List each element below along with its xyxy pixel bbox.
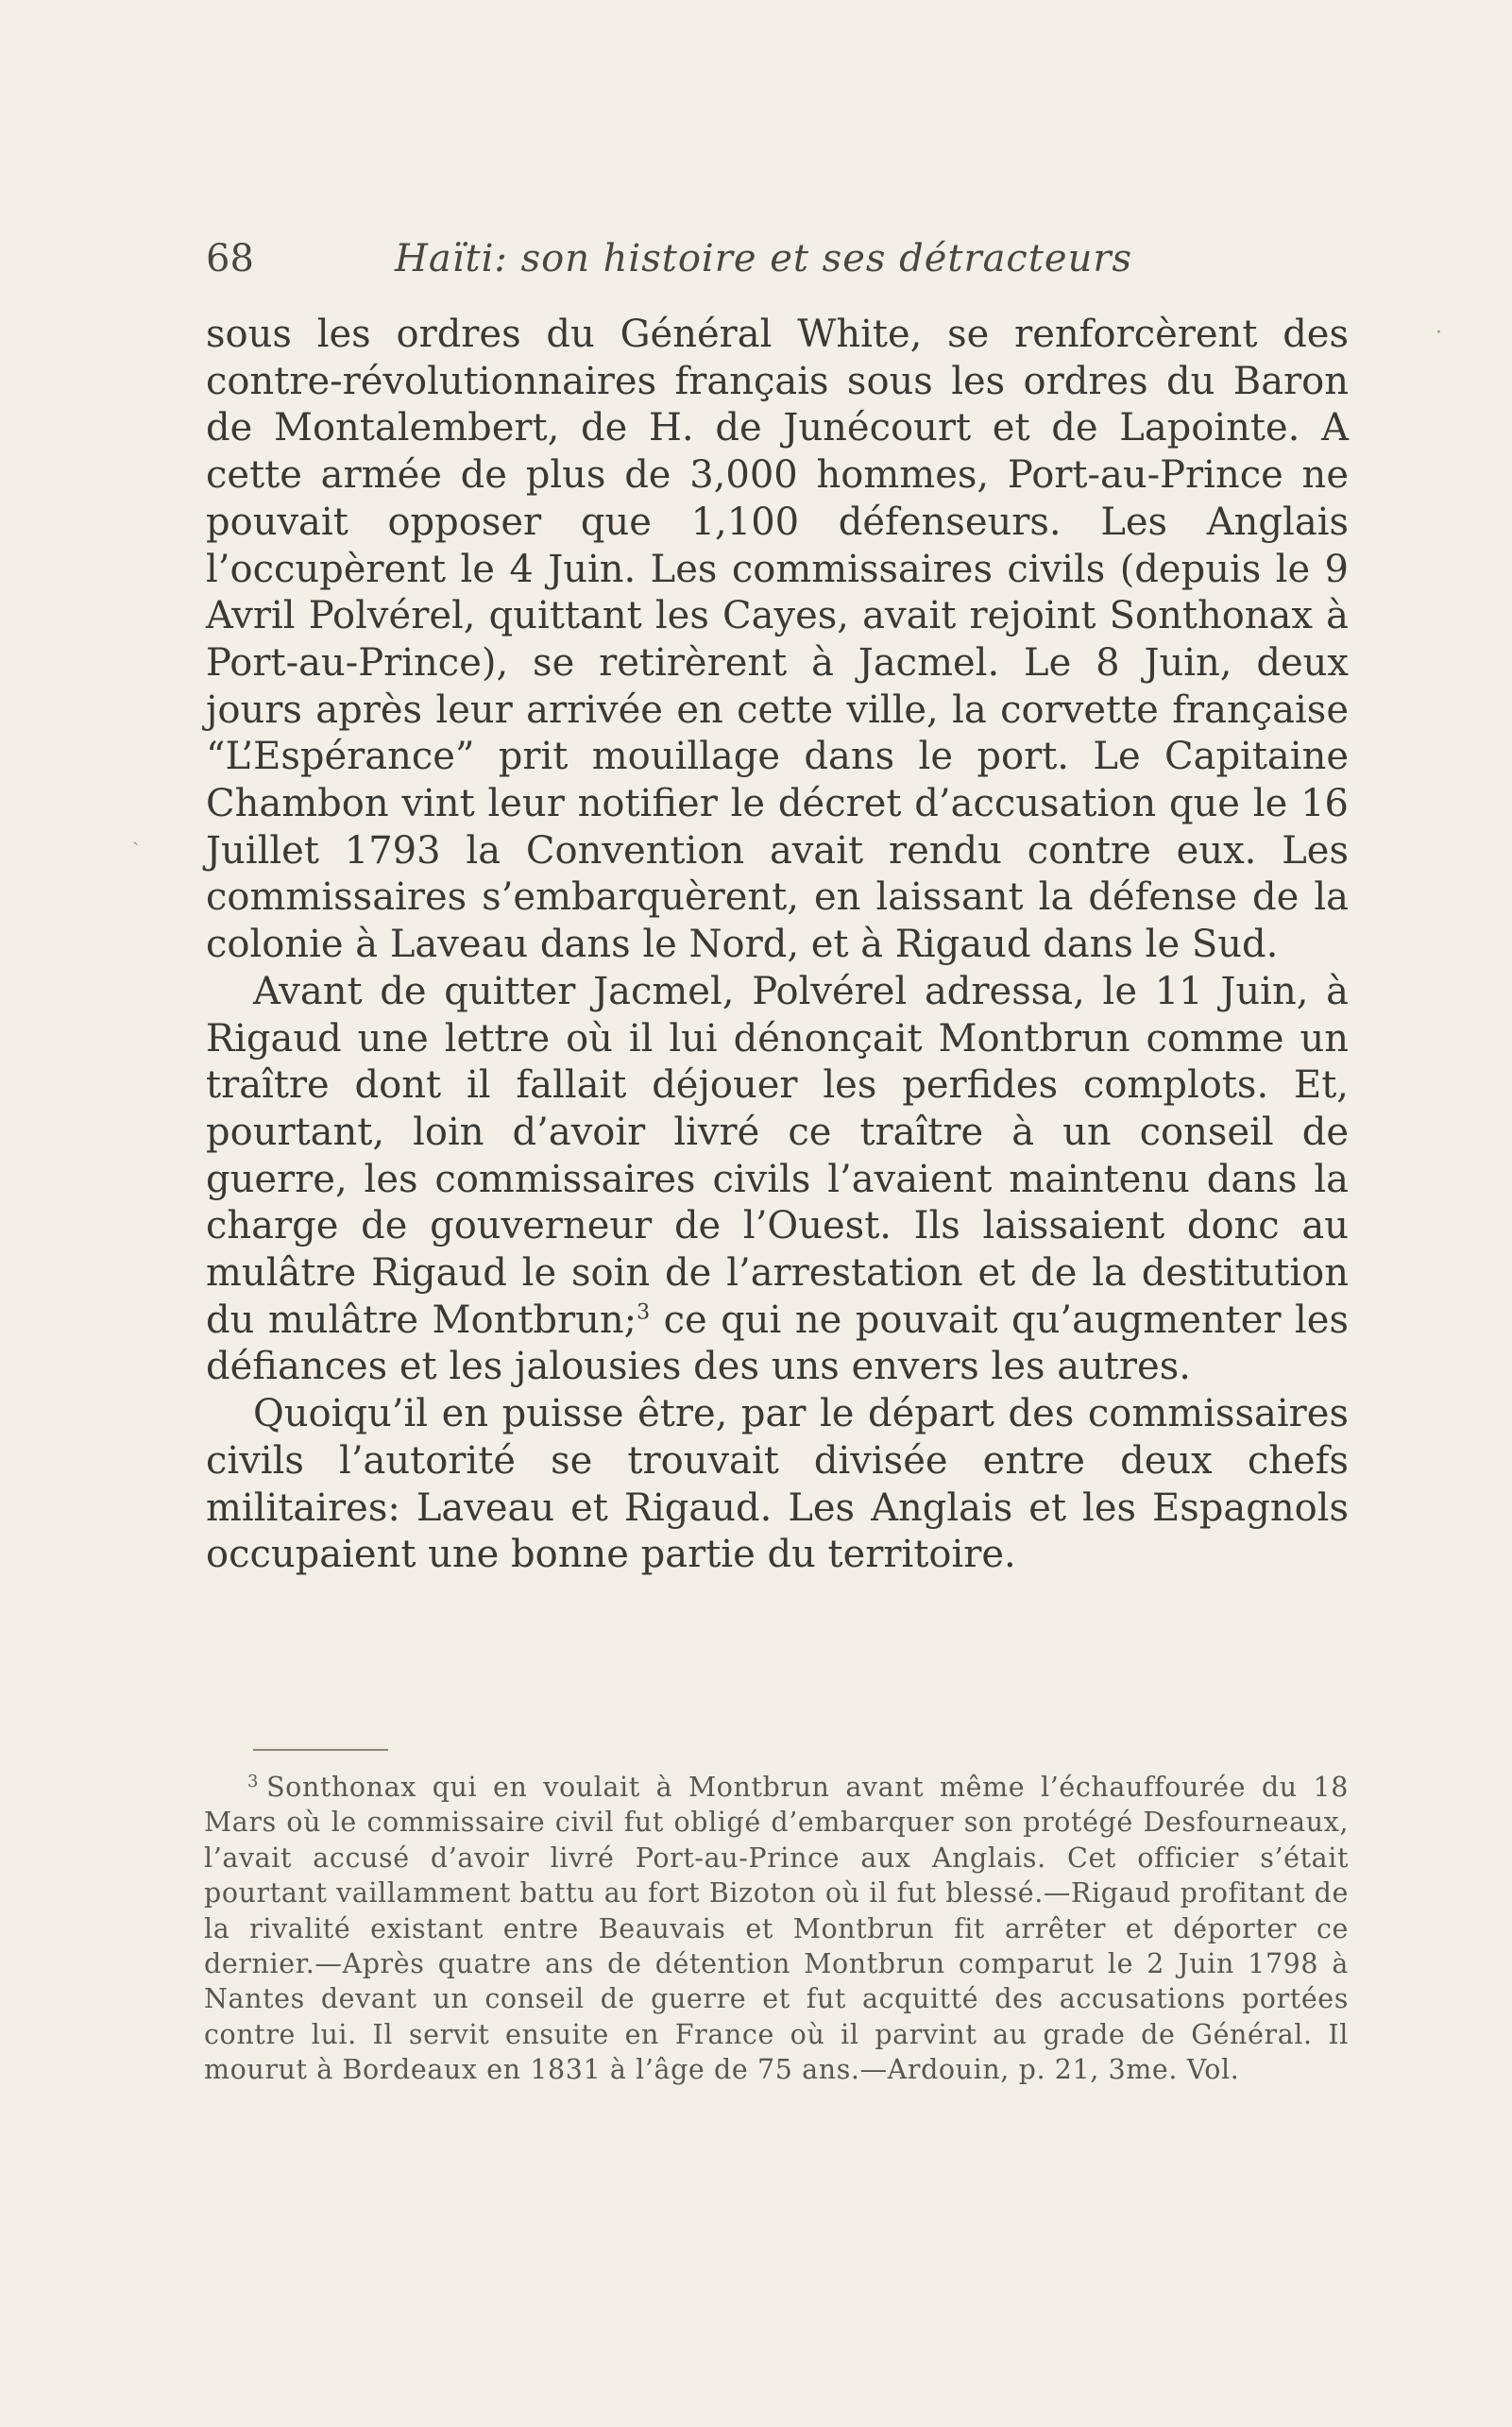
footnote <box>204 1770 1349 2088</box>
margin-dot-mark: · <box>1436 321 1442 345</box>
page-number: 68 <box>206 237 254 280</box>
footnote-reference[interactable]: 3 <box>637 1300 651 1325</box>
body-text <box>206 312 1349 1579</box>
page-header <box>206 230 1349 287</box>
paragraph-2-text-after: ce qui ne pouvait qu’augmenter les défiances et les jalousies des uns envers les autres. <box>206 1298 1349 1389</box>
paragraph-2 <box>206 969 1349 1391</box>
margin-tick-mark: ˎ <box>132 823 140 846</box>
paragraph-3: Quoiqu’il en puisse être, par le départ des commissaires civils l’autorité se trouvait divisée entre deux chefs militaires: Laveau et Rigaud. Les Anglais et les Espagnols occupaient une bonne partie du territoire. <box>206 1392 1349 1577</box>
footnote-number: 3 <box>247 1771 260 1791</box>
running-title: Haïti: son histoire et ses détracteurs <box>395 237 1132 280</box>
paragraph-2-text: Avant de quitter Jacmel, Polvérel adressa, le 11 Juin, à Rigaud une lettre où il lui dénonçait Montbrun comme un traître dont il fallait déjouer les perfides complots. Et, pourtant, loin d’avoir livré ce traître à un conseil de guerre, les commissaires civils l’avaient maintenu dans la charge de gouverneur de l’Ouest. Ils laissaient donc au mulâtre Rigaud le soin de l’arrestation et de la destitution du mulâtre Montbrun; <box>206 969 1349 1342</box>
footnote-text: Sonthonax qui en voulait à Montbrun avant même l’échauffourée du 18 Mars où le commissaire civil fut obligé d’embarquer son protégé Desfourneaux, l’avait accusé d’avoir livré Port-au-Prince aux Anglais. Cet officier s’était pourtant vaillamment battu au fort Bizoton où il fut blessé.—Rigaud profitant de la rivalité existant entre Beauvais et Montbrun fit arrêter et déporter ce dernier.—Après quatre ans de détention Montbrun comparut le 2 Juin 1798 à Nantes devant un conseil de guerre et fut acquitté des accusations portées contre lui. Il servit ensuite en France où il parvint au grade de Général. Il mourut à Bordeaux en 1831 à l’âge de 75 ans.—Ardouin, p. 21, 3me. Vol. <box>204 1772 1349 2086</box>
paragraph-1: sous les ordres du Général White, se renforcèrent des contre-révolutionnaires français sous les ordres du Baron de Montalembert, de H. de Junécourt et de Lapointe. A cette armée de plus de 3,000 hommes, Port-au-Prince ne pouvait opposer que 1,100 défenseurs. Les Anglais l’occupèrent le 4 Juin. Les commissaires civils (depuis le 9 Avril Polvérel, quittant les Cayes, avait rejoint Sonthonax à Port-au-Prince), se retirèrent à Jacmel. Le 8 Juin, deux jours après leur arrivée en cette ville, la corvette française “L’Espérance” prit mouillage dans le port. Le Capitaine Chambon vint leur notifier le décret d’accusation que le 16 Juillet 1793 la Convention avait rendu contre eux. Les commissaires s’embarquèrent, en laissant la défense de la colonie à Laveau dans le Nord, et à Rigaud dans le Sud. <box>206 313 1349 967</box>
footnote-divider <box>253 1749 388 1751</box>
